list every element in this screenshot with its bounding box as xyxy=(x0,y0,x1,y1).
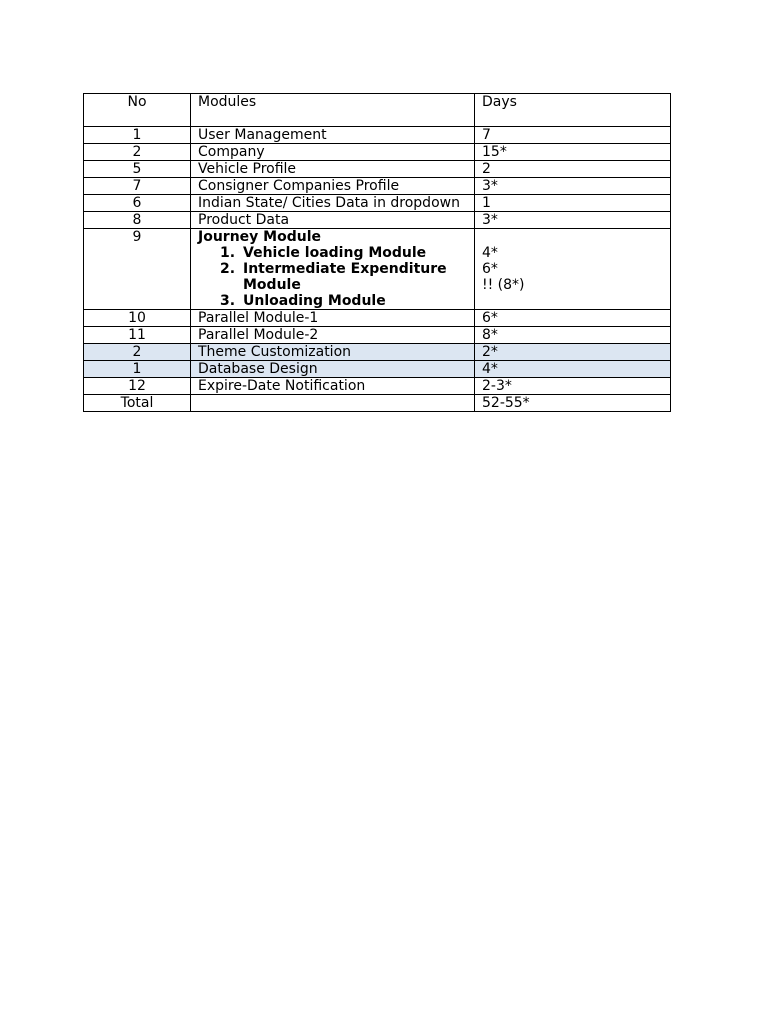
row-days: 6* xyxy=(475,310,671,327)
row-module: Theme Customization xyxy=(191,344,475,361)
journey-subitem xyxy=(220,293,458,309)
header-no: No xyxy=(84,94,191,127)
subitem-days: 4* xyxy=(482,245,498,261)
table-row xyxy=(84,161,671,178)
row-module: Consigner Companies Profile xyxy=(191,178,475,195)
journey-sublist xyxy=(198,245,467,309)
row-days: 4* xyxy=(475,361,671,378)
highlighted-row xyxy=(84,344,671,361)
row-days: 15* xyxy=(475,144,671,161)
row-no: 1 xyxy=(84,127,191,144)
row-no: 7 xyxy=(84,178,191,195)
row-days: 2* xyxy=(475,344,671,361)
row-no: 2 xyxy=(84,344,191,361)
table-row xyxy=(84,212,671,229)
header-days: Days xyxy=(475,94,671,127)
table-row xyxy=(84,310,671,327)
journey-row xyxy=(84,229,671,310)
subitem-number: 3. xyxy=(220,293,236,309)
row-no: 1 xyxy=(84,361,191,378)
journey-title: Journey Module xyxy=(198,229,321,245)
row-module: User Management xyxy=(191,127,475,144)
row-module: Company xyxy=(191,144,475,161)
subitem-number: 2. xyxy=(220,261,236,277)
journey-subitem xyxy=(220,245,458,261)
row-no: 8 xyxy=(84,212,191,229)
journey-subitem xyxy=(220,261,458,293)
row-module: Parallel Module-1 xyxy=(191,310,475,327)
table-row xyxy=(84,195,671,212)
header-modules: Modules xyxy=(191,94,475,127)
total-label: Total xyxy=(84,395,191,412)
row-module: Vehicle Profile xyxy=(191,161,475,178)
row-module: Product Data xyxy=(191,212,475,229)
journey-module-cell xyxy=(191,229,475,310)
row-days: 2-3* xyxy=(475,378,671,395)
row-no: 9 xyxy=(84,229,191,310)
subitem-days: !! (8*) xyxy=(482,277,525,293)
journey-days-cell xyxy=(475,229,671,310)
subitem-number: 1. xyxy=(220,245,236,261)
row-no: 2 xyxy=(84,144,191,161)
row-no: 6 xyxy=(84,195,191,212)
row-no: 12 xyxy=(84,378,191,395)
subitem-days: 6* xyxy=(482,261,498,277)
table-row xyxy=(84,378,671,395)
subitem-label: Unloading Module xyxy=(243,293,386,309)
row-no: 11 xyxy=(84,327,191,344)
table-row xyxy=(84,127,671,144)
row-days: 3* xyxy=(475,178,671,195)
table-header-row xyxy=(84,94,671,127)
total-days: 52-55* xyxy=(475,395,671,412)
modules-table xyxy=(83,93,671,412)
row-module: Indian State/ Cities Data in dropdown xyxy=(191,195,475,212)
row-days: 3* xyxy=(475,212,671,229)
row-days: 1 xyxy=(475,195,671,212)
highlighted-row xyxy=(84,361,671,378)
row-no: 5 xyxy=(84,161,191,178)
row-module: Parallel Module-2 xyxy=(191,327,475,344)
subitem-label: Intermediate Expenditure Module xyxy=(243,261,447,293)
row-days: 8* xyxy=(475,327,671,344)
row-module: Database Design xyxy=(191,361,475,378)
subitem-label: Vehicle loading Module xyxy=(243,245,427,261)
row-days: 7 xyxy=(475,127,671,144)
table-row xyxy=(84,327,671,344)
row-days: 2 xyxy=(475,161,671,178)
total-module xyxy=(191,395,475,412)
row-no: 10 xyxy=(84,310,191,327)
row-module: Expire-Date Notification xyxy=(191,378,475,395)
table-row xyxy=(84,178,671,195)
total-row xyxy=(84,395,671,412)
table-row xyxy=(84,144,671,161)
